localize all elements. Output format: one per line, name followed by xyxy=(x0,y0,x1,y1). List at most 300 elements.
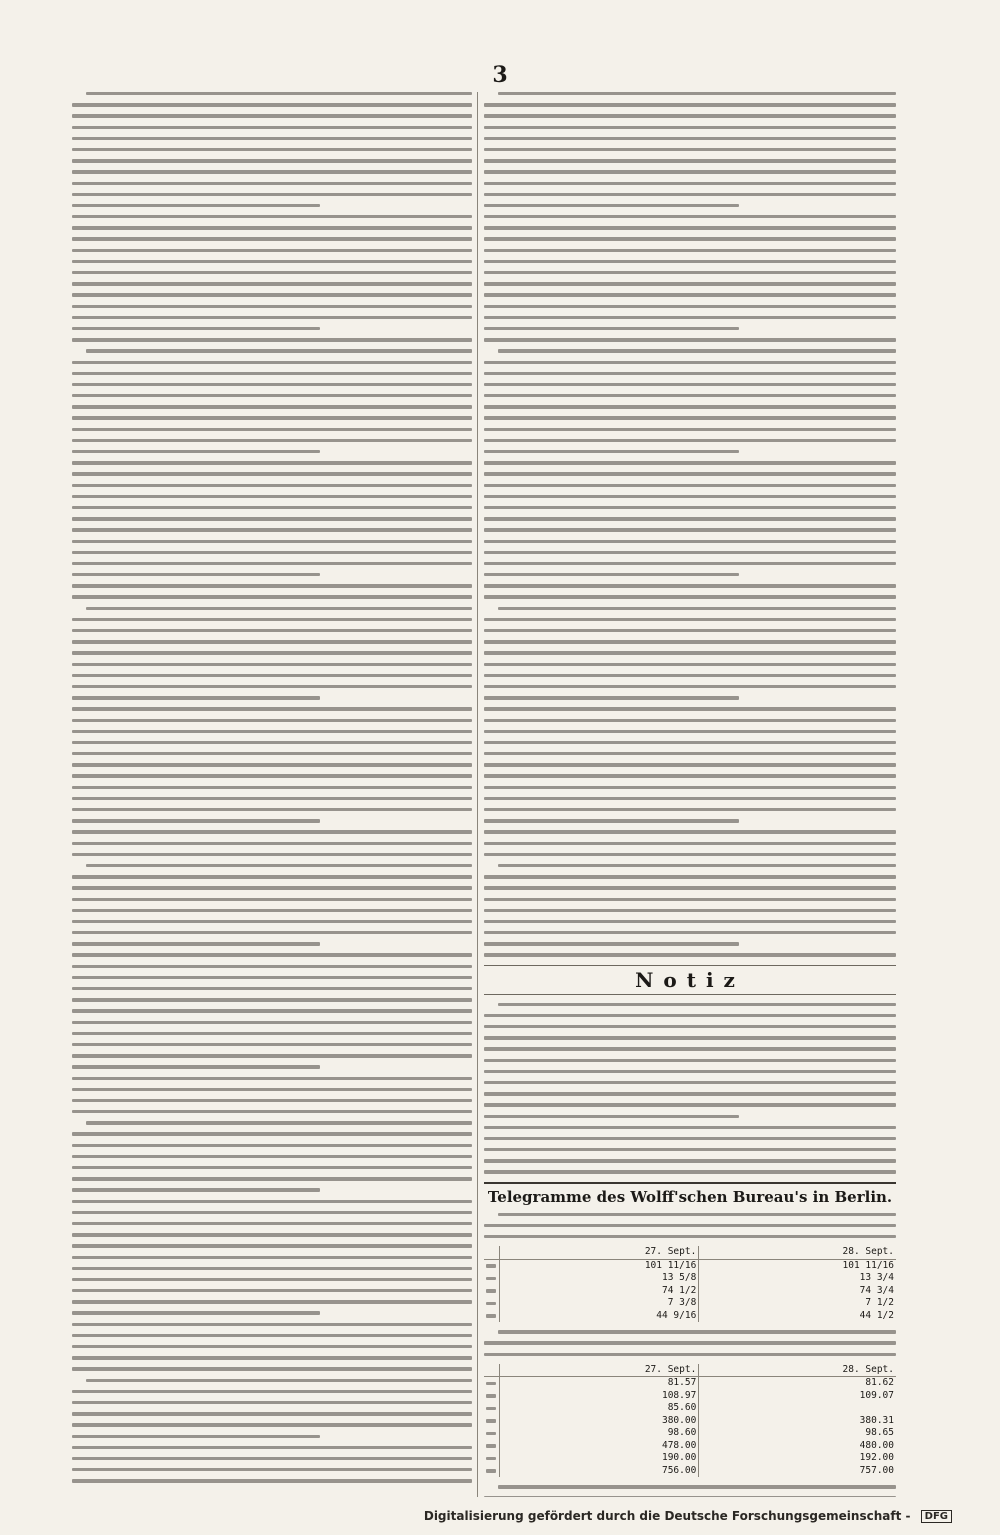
text-line-placeholder xyxy=(484,1115,739,1118)
text-line-placeholder xyxy=(484,595,896,598)
text-line-placeholder xyxy=(72,1345,472,1348)
text-line-placeholder xyxy=(72,372,472,375)
text-line-placeholder xyxy=(72,1032,472,1035)
text-line-placeholder xyxy=(72,752,472,755)
text-line-placeholder xyxy=(484,629,896,632)
text-line-placeholder xyxy=(498,349,896,352)
text-line-placeholder xyxy=(484,763,896,766)
table-row xyxy=(484,1377,896,1390)
text-line-placeholder xyxy=(72,741,472,744)
text-line-placeholder xyxy=(72,1043,472,1046)
text-line-placeholder xyxy=(484,249,896,252)
text-line-placeholder xyxy=(484,707,896,710)
text-line-placeholder xyxy=(72,137,472,140)
table-cell: 7 1/2 xyxy=(865,1297,894,1309)
text-line-placeholder xyxy=(484,226,896,229)
text-line-placeholder xyxy=(72,1244,472,1247)
text-line-placeholder xyxy=(72,1200,472,1203)
text-line-placeholder xyxy=(72,819,320,822)
text-line-placeholder xyxy=(72,282,472,285)
text-line-placeholder xyxy=(72,551,472,554)
table-cell: 13 5/8 xyxy=(500,1272,699,1285)
text-line-placeholder xyxy=(72,942,320,945)
text-line-placeholder xyxy=(72,383,472,386)
article-text-block xyxy=(484,1003,896,1174)
text-line-placeholder xyxy=(72,316,472,319)
table-cell: 108.97 xyxy=(500,1390,699,1403)
text-line-placeholder xyxy=(484,170,896,173)
text-line-placeholder xyxy=(72,193,472,196)
text-line-placeholder xyxy=(72,786,472,789)
text-line-placeholder xyxy=(484,774,896,777)
paris-quote-table xyxy=(484,1364,896,1478)
text-line-placeholder xyxy=(484,282,896,285)
text-line-placeholder xyxy=(484,898,896,901)
text-line-placeholder xyxy=(484,215,896,218)
table-cell: 480.00 xyxy=(859,1439,894,1451)
label-cell xyxy=(484,1310,500,1323)
text-line-placeholder xyxy=(72,808,472,811)
text-line-placeholder xyxy=(484,137,896,140)
text-line-placeholder xyxy=(484,338,896,341)
text-line-placeholder xyxy=(484,126,896,129)
digitization-notice xyxy=(424,1509,952,1523)
text-line-placeholder xyxy=(498,1485,896,1488)
text-line-placeholder xyxy=(72,1256,472,1259)
text-line-placeholder xyxy=(484,640,896,643)
text-line-placeholder xyxy=(484,685,896,688)
text-line-placeholder xyxy=(484,1353,896,1356)
text-line-placeholder xyxy=(72,1468,472,1471)
text-line-placeholder xyxy=(72,909,472,912)
text-line-placeholder xyxy=(484,663,896,666)
text-line-placeholder xyxy=(72,1099,472,1102)
text-line-placeholder xyxy=(72,651,472,654)
text-line-placeholder xyxy=(72,1155,472,1158)
text-line-placeholder xyxy=(484,182,896,185)
table-cell: 757.00 xyxy=(859,1464,894,1476)
table-row xyxy=(484,1285,896,1298)
text-line-placeholder xyxy=(484,293,896,296)
text-line-placeholder xyxy=(484,260,896,263)
table-cell: 7 3/8 xyxy=(500,1297,699,1310)
text-line-placeholder xyxy=(484,730,896,733)
text-line-placeholder xyxy=(72,707,472,710)
text-line-placeholder xyxy=(72,998,472,1001)
text-line-placeholder xyxy=(72,1323,472,1326)
text-line-placeholder xyxy=(498,607,896,610)
text-line-placeholder xyxy=(484,875,896,878)
text-line-placeholder xyxy=(484,495,896,498)
text-line-placeholder xyxy=(86,1379,472,1382)
text-line-placeholder xyxy=(72,1144,472,1147)
table-cell: 44 9/16 xyxy=(500,1310,699,1323)
table-cell: 13 3/4 xyxy=(859,1272,894,1284)
text-line-placeholder xyxy=(484,797,896,800)
table-row xyxy=(484,1402,896,1415)
text-line-placeholder xyxy=(484,114,896,117)
text-line-placeholder xyxy=(72,1077,472,1080)
text-line-placeholder xyxy=(484,1014,896,1017)
text-line-placeholder xyxy=(72,953,472,956)
article-text-block xyxy=(484,1213,896,1239)
text-line-placeholder xyxy=(484,103,896,106)
text-line-placeholder xyxy=(484,540,896,543)
text-line-placeholder xyxy=(72,830,472,833)
table-row xyxy=(484,1259,896,1272)
text-line-placeholder xyxy=(484,193,896,196)
text-line-placeholder xyxy=(484,920,896,923)
text-line-placeholder xyxy=(484,372,896,375)
text-line-placeholder xyxy=(484,942,739,945)
table-cell: 192.00 xyxy=(859,1452,894,1464)
dfg-logo: DFG xyxy=(921,1510,952,1523)
text-line-placeholder xyxy=(72,1088,472,1091)
table-row xyxy=(484,1427,896,1440)
text-line-placeholder xyxy=(72,1457,472,1460)
text-line-placeholder xyxy=(72,1390,472,1393)
text-line-placeholder xyxy=(72,1233,472,1236)
text-line-placeholder xyxy=(72,182,472,185)
text-line-placeholder xyxy=(72,495,472,498)
label-cell xyxy=(484,1297,500,1310)
text-line-placeholder xyxy=(72,797,472,800)
text-line-placeholder xyxy=(484,1081,896,1084)
text-line-placeholder xyxy=(72,170,472,173)
text-line-placeholder xyxy=(72,719,472,722)
text-line-placeholder xyxy=(484,1496,896,1497)
table-cell: 756.00 xyxy=(500,1465,699,1478)
text-line-placeholder xyxy=(72,696,320,699)
text-line-placeholder xyxy=(484,517,896,520)
text-line-placeholder xyxy=(72,774,472,777)
text-line-placeholder xyxy=(484,584,896,587)
text-line-placeholder xyxy=(484,953,896,956)
text-line-placeholder xyxy=(72,595,472,598)
text-line-placeholder xyxy=(72,159,472,162)
london-quote-table xyxy=(484,1246,896,1322)
text-line-placeholder xyxy=(72,450,320,453)
article-text-block xyxy=(484,1485,896,1497)
text-line-placeholder xyxy=(86,864,472,867)
text-line-placeholder xyxy=(484,506,896,509)
label-cell xyxy=(484,1272,500,1285)
text-line-placeholder xyxy=(72,898,472,901)
text-line-placeholder xyxy=(72,1300,472,1303)
article-text-block xyxy=(484,92,896,957)
text-line-placeholder xyxy=(72,148,472,151)
text-line-placeholder xyxy=(484,327,739,330)
text-line-placeholder xyxy=(484,1235,896,1238)
text-line-placeholder xyxy=(484,551,896,554)
text-line-placeholder xyxy=(484,1092,896,1095)
text-line-placeholder xyxy=(72,1021,472,1024)
text-line-placeholder xyxy=(72,1289,472,1292)
text-line-placeholder xyxy=(72,1435,320,1438)
text-line-placeholder xyxy=(484,484,896,487)
table-cell: 190.00 xyxy=(500,1452,699,1465)
text-line-placeholder xyxy=(484,1025,896,1028)
label-cell xyxy=(484,1285,500,1298)
table-cell: 81.57 xyxy=(500,1377,699,1390)
table-cell: 101 11/16 xyxy=(500,1259,699,1272)
text-line-placeholder xyxy=(72,1412,472,1415)
text-line-placeholder xyxy=(72,293,472,296)
text-line-placeholder xyxy=(72,1166,472,1169)
article-text-block xyxy=(484,1330,896,1356)
text-line-placeholder xyxy=(72,1110,472,1113)
text-line-placeholder xyxy=(72,215,472,218)
text-line-placeholder xyxy=(72,260,472,263)
table-cell: 380.00 xyxy=(500,1415,699,1428)
text-line-placeholder xyxy=(72,327,320,330)
date-header: 28. Sept. xyxy=(699,1246,896,1259)
text-line-placeholder xyxy=(72,886,472,889)
article-text-block xyxy=(72,92,472,1483)
text-line-placeholder xyxy=(484,439,896,442)
text-line-placeholder xyxy=(72,439,472,442)
label-cell xyxy=(484,1465,500,1478)
text-line-placeholder xyxy=(484,674,896,677)
text-line-placeholder xyxy=(484,271,896,274)
text-line-placeholder xyxy=(484,719,896,722)
text-line-placeholder xyxy=(484,786,896,789)
text-line-placeholder xyxy=(72,853,472,856)
text-line-placeholder xyxy=(498,864,896,867)
text-line-placeholder xyxy=(72,640,472,643)
table-row xyxy=(484,1440,896,1453)
table-cell: 478.00 xyxy=(500,1440,699,1453)
text-line-placeholder xyxy=(498,92,896,95)
text-line-placeholder xyxy=(484,428,896,431)
telegram-heading: Telegramme des Wolff'schen Bureau's in Berlin. xyxy=(484,1182,896,1209)
text-line-placeholder xyxy=(72,1334,472,1337)
text-line-placeholder xyxy=(484,573,739,576)
text-line-placeholder xyxy=(484,1224,896,1227)
table-cell: 101 11/16 xyxy=(842,1259,894,1271)
text-line-placeholder xyxy=(72,204,320,207)
table-cell: 380.31 xyxy=(859,1414,894,1426)
table-cell: 98.60 xyxy=(500,1427,699,1440)
text-line-placeholder xyxy=(484,651,896,654)
table-row xyxy=(484,1465,896,1478)
label-cell xyxy=(484,1440,500,1453)
label-cell xyxy=(484,1427,500,1440)
text-line-placeholder xyxy=(484,1070,896,1073)
left-column xyxy=(72,92,472,1497)
table-row xyxy=(484,1297,896,1310)
table-row xyxy=(484,1272,896,1285)
text-line-placeholder xyxy=(72,1423,472,1426)
text-line-placeholder xyxy=(484,1341,896,1344)
table-row xyxy=(484,1390,896,1403)
text-line-placeholder xyxy=(484,237,896,240)
text-line-placeholder xyxy=(72,663,472,666)
text-line-placeholder xyxy=(484,931,896,934)
table-cell: 98.65 xyxy=(865,1427,894,1439)
table-cell: 74 1/2 xyxy=(500,1285,699,1298)
text-line-placeholder xyxy=(484,472,896,475)
text-line-placeholder xyxy=(72,472,472,475)
text-line-placeholder xyxy=(72,517,472,520)
text-line-placeholder xyxy=(72,573,320,576)
text-line-placeholder xyxy=(484,842,896,845)
text-line-placeholder xyxy=(72,1367,472,1370)
text-line-placeholder xyxy=(72,271,472,274)
table-row xyxy=(484,1415,896,1428)
text-line-placeholder xyxy=(72,1401,472,1404)
text-line-placeholder xyxy=(72,1356,472,1359)
text-line-placeholder xyxy=(72,965,472,968)
text-line-placeholder xyxy=(72,338,472,341)
text-line-placeholder xyxy=(498,1330,896,1333)
text-line-placeholder xyxy=(86,607,472,610)
text-line-placeholder xyxy=(484,830,896,833)
text-line-placeholder xyxy=(72,875,472,878)
label-cell xyxy=(484,1402,500,1415)
text-line-placeholder xyxy=(484,1148,896,1151)
text-line-placeholder xyxy=(484,808,896,811)
text-line-placeholder xyxy=(484,853,896,856)
text-line-placeholder xyxy=(484,696,739,699)
text-line-placeholder xyxy=(72,1009,472,1012)
text-line-placeholder xyxy=(484,405,896,408)
text-line-placeholder xyxy=(484,618,896,621)
text-line-placeholder xyxy=(484,450,739,453)
text-line-placeholder xyxy=(72,528,472,531)
table-cell: 44 1/2 xyxy=(859,1309,894,1321)
text-line-placeholder xyxy=(72,618,472,621)
text-line-placeholder xyxy=(484,316,896,319)
text-line-placeholder xyxy=(72,1278,472,1281)
label-cell xyxy=(484,1364,500,1377)
text-line-placeholder xyxy=(484,562,896,565)
text-line-placeholder xyxy=(72,1311,320,1314)
text-line-placeholder xyxy=(72,361,472,364)
text-line-placeholder xyxy=(484,909,896,912)
digitization-notice-text: Digitalisierung gefördert durch die Deutsche Forschungsgemeinschaft - xyxy=(423,1509,911,1523)
text-line-placeholder xyxy=(72,1065,320,1068)
text-line-placeholder xyxy=(72,629,472,632)
text-line-placeholder xyxy=(72,394,472,397)
text-line-placeholder xyxy=(72,562,472,565)
text-line-placeholder xyxy=(484,1137,896,1140)
text-line-placeholder xyxy=(484,305,896,308)
text-line-placeholder xyxy=(484,416,896,419)
label-cell xyxy=(484,1415,500,1428)
text-line-placeholder xyxy=(72,763,472,766)
text-line-placeholder xyxy=(484,1036,896,1039)
column-divider xyxy=(477,92,478,1497)
text-line-placeholder xyxy=(484,204,739,207)
text-line-placeholder xyxy=(498,1003,896,1006)
text-line-placeholder xyxy=(72,226,472,229)
text-line-placeholder xyxy=(484,528,896,531)
notiz-heading: Notiz xyxy=(484,965,896,995)
text-line-placeholder xyxy=(72,1267,472,1270)
text-line-placeholder xyxy=(72,1188,320,1191)
text-line-placeholder xyxy=(72,674,472,677)
text-line-placeholder xyxy=(72,114,472,117)
text-line-placeholder xyxy=(72,987,472,990)
text-line-placeholder xyxy=(498,1213,896,1216)
text-line-placeholder xyxy=(484,1170,896,1173)
label-cell xyxy=(484,1390,500,1403)
date-header: 28. Sept. xyxy=(699,1364,896,1377)
text-line-placeholder xyxy=(72,931,472,934)
label-cell xyxy=(484,1246,500,1259)
text-line-placeholder xyxy=(72,461,472,464)
text-line-placeholder xyxy=(72,506,472,509)
text-line-placeholder xyxy=(484,741,896,744)
right-column xyxy=(484,92,896,1497)
text-line-placeholder xyxy=(72,1479,472,1482)
text-line-placeholder xyxy=(72,103,472,106)
text-line-placeholder xyxy=(484,1103,896,1106)
text-line-placeholder xyxy=(484,1059,896,1062)
text-line-placeholder xyxy=(484,1047,896,1050)
table-row xyxy=(484,1310,896,1323)
text-line-placeholder xyxy=(72,484,472,487)
text-line-placeholder xyxy=(72,1446,472,1449)
label-cell xyxy=(484,1377,500,1390)
text-line-placeholder xyxy=(72,1211,472,1214)
text-line-placeholder xyxy=(484,752,896,755)
table-cell: 109.07 xyxy=(859,1389,894,1401)
text-line-placeholder xyxy=(72,416,472,419)
page-number: 3 xyxy=(492,62,508,88)
text-line-placeholder xyxy=(86,349,472,352)
text-line-placeholder xyxy=(484,461,896,464)
text-line-placeholder xyxy=(72,305,472,308)
text-line-placeholder xyxy=(86,92,472,95)
text-line-placeholder xyxy=(484,394,896,397)
text-line-placeholder xyxy=(72,249,472,252)
table-row xyxy=(484,1452,896,1465)
text-line-placeholder xyxy=(72,842,472,845)
text-line-placeholder xyxy=(72,237,472,240)
text-line-placeholder xyxy=(72,405,472,408)
text-line-placeholder xyxy=(72,1222,472,1225)
text-line-placeholder xyxy=(86,1121,472,1124)
text-line-placeholder xyxy=(72,730,472,733)
text-line-placeholder xyxy=(72,685,472,688)
label-cell xyxy=(484,1259,500,1272)
label-cell xyxy=(484,1452,500,1465)
text-line-placeholder xyxy=(72,126,472,129)
text-line-placeholder xyxy=(484,1159,896,1162)
table-cell: 85.60 xyxy=(500,1402,699,1415)
text-line-placeholder xyxy=(72,540,472,543)
text-line-placeholder xyxy=(484,383,896,386)
text-line-placeholder xyxy=(484,159,896,162)
text-line-placeholder xyxy=(484,819,739,822)
text-line-placeholder xyxy=(72,920,472,923)
text-line-placeholder xyxy=(72,976,472,979)
text-line-placeholder xyxy=(484,148,896,151)
date-header: 27. Sept. xyxy=(500,1246,699,1259)
table-cell xyxy=(699,1402,896,1415)
text-line-placeholder xyxy=(72,1054,472,1057)
date-header: 27. Sept. xyxy=(500,1364,699,1377)
text-line-placeholder xyxy=(484,886,896,889)
text-line-placeholder xyxy=(484,1126,896,1129)
text-line-placeholder xyxy=(72,1132,472,1135)
text-line-placeholder xyxy=(484,361,896,364)
table-cell: 81.62 xyxy=(865,1377,894,1389)
text-line-placeholder xyxy=(72,428,472,431)
text-line-placeholder xyxy=(72,584,472,587)
